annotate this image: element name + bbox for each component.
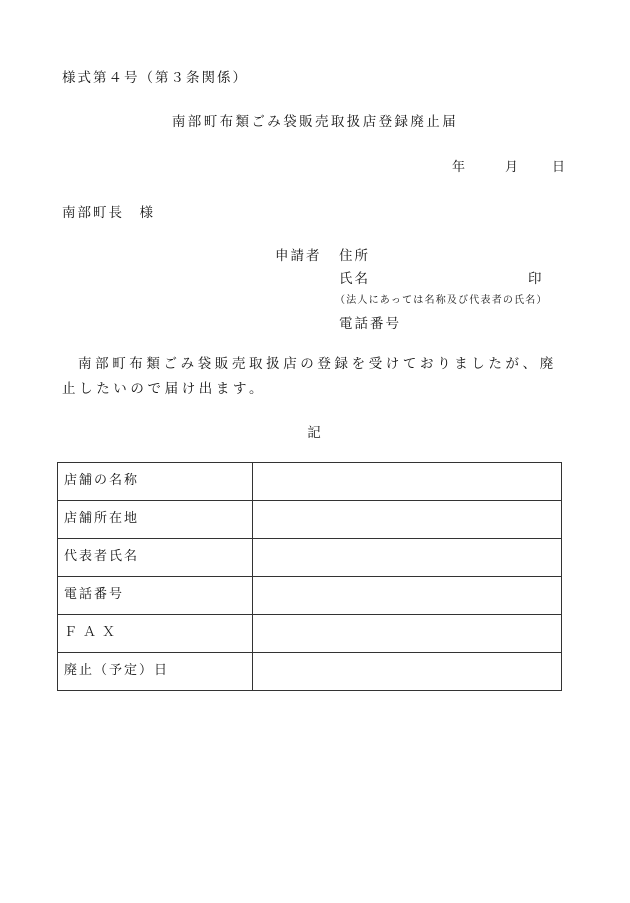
row-label-cell bbox=[58, 615, 253, 653]
fax-value[interactable] bbox=[253, 615, 562, 653]
addressee: 南部町長 様 bbox=[62, 205, 155, 221]
store-location-label: 店舗所在地 bbox=[64, 511, 140, 526]
phone-label: 電話番号 bbox=[339, 316, 401, 332]
table-row bbox=[58, 539, 562, 577]
name-label: 氏名 bbox=[339, 271, 370, 287]
corporation-note: （法人にあっては名称及び代表者の氏名） bbox=[335, 295, 548, 306]
ki-heading: 記 bbox=[307, 425, 323, 441]
abolition-date-label: 廃止（予定）日 bbox=[64, 663, 170, 678]
row-label-cell bbox=[58, 539, 253, 577]
phone-number-label: 電話番号 bbox=[64, 587, 125, 602]
table-row bbox=[58, 463, 562, 501]
row-label-cell bbox=[58, 463, 253, 501]
store-info-table bbox=[57, 462, 562, 691]
table-row bbox=[58, 615, 562, 653]
address-label: 住所 bbox=[339, 248, 370, 264]
store-location-value[interactable] bbox=[253, 501, 562, 539]
date-day: 日 bbox=[552, 160, 567, 175]
abolition-date-value[interactable] bbox=[253, 653, 562, 691]
seal-mark: 印 bbox=[528, 271, 544, 287]
row-label-cell bbox=[58, 653, 253, 691]
table-row bbox=[58, 501, 562, 539]
row-label-cell bbox=[58, 501, 253, 539]
table-row bbox=[58, 653, 562, 691]
body-paragraph: 南部町布類ごみ袋販売取扱店の登録を受けておりましたが、廃止したいので届け出ます。 bbox=[62, 356, 557, 397]
date-month: 月 bbox=[505, 160, 520, 175]
fax-label: ＦＡＸ bbox=[64, 625, 122, 640]
store-name-label: 店舗の名称 bbox=[64, 473, 140, 488]
form-number: 様式第４号（第３条関係） bbox=[62, 70, 248, 86]
representative-name-value[interactable] bbox=[253, 539, 562, 577]
date-year: 年 bbox=[452, 160, 467, 175]
document-title: 南部町布類ごみ袋販売取扱店登録廃止届 bbox=[171, 114, 459, 130]
table-row bbox=[58, 577, 562, 615]
phone-number-value[interactable] bbox=[253, 577, 562, 615]
row-label-cell bbox=[58, 577, 253, 615]
representative-name-label: 代表者氏名 bbox=[64, 549, 140, 564]
applicant-label: 申請者 bbox=[275, 248, 322, 264]
store-name-value[interactable] bbox=[253, 463, 562, 501]
